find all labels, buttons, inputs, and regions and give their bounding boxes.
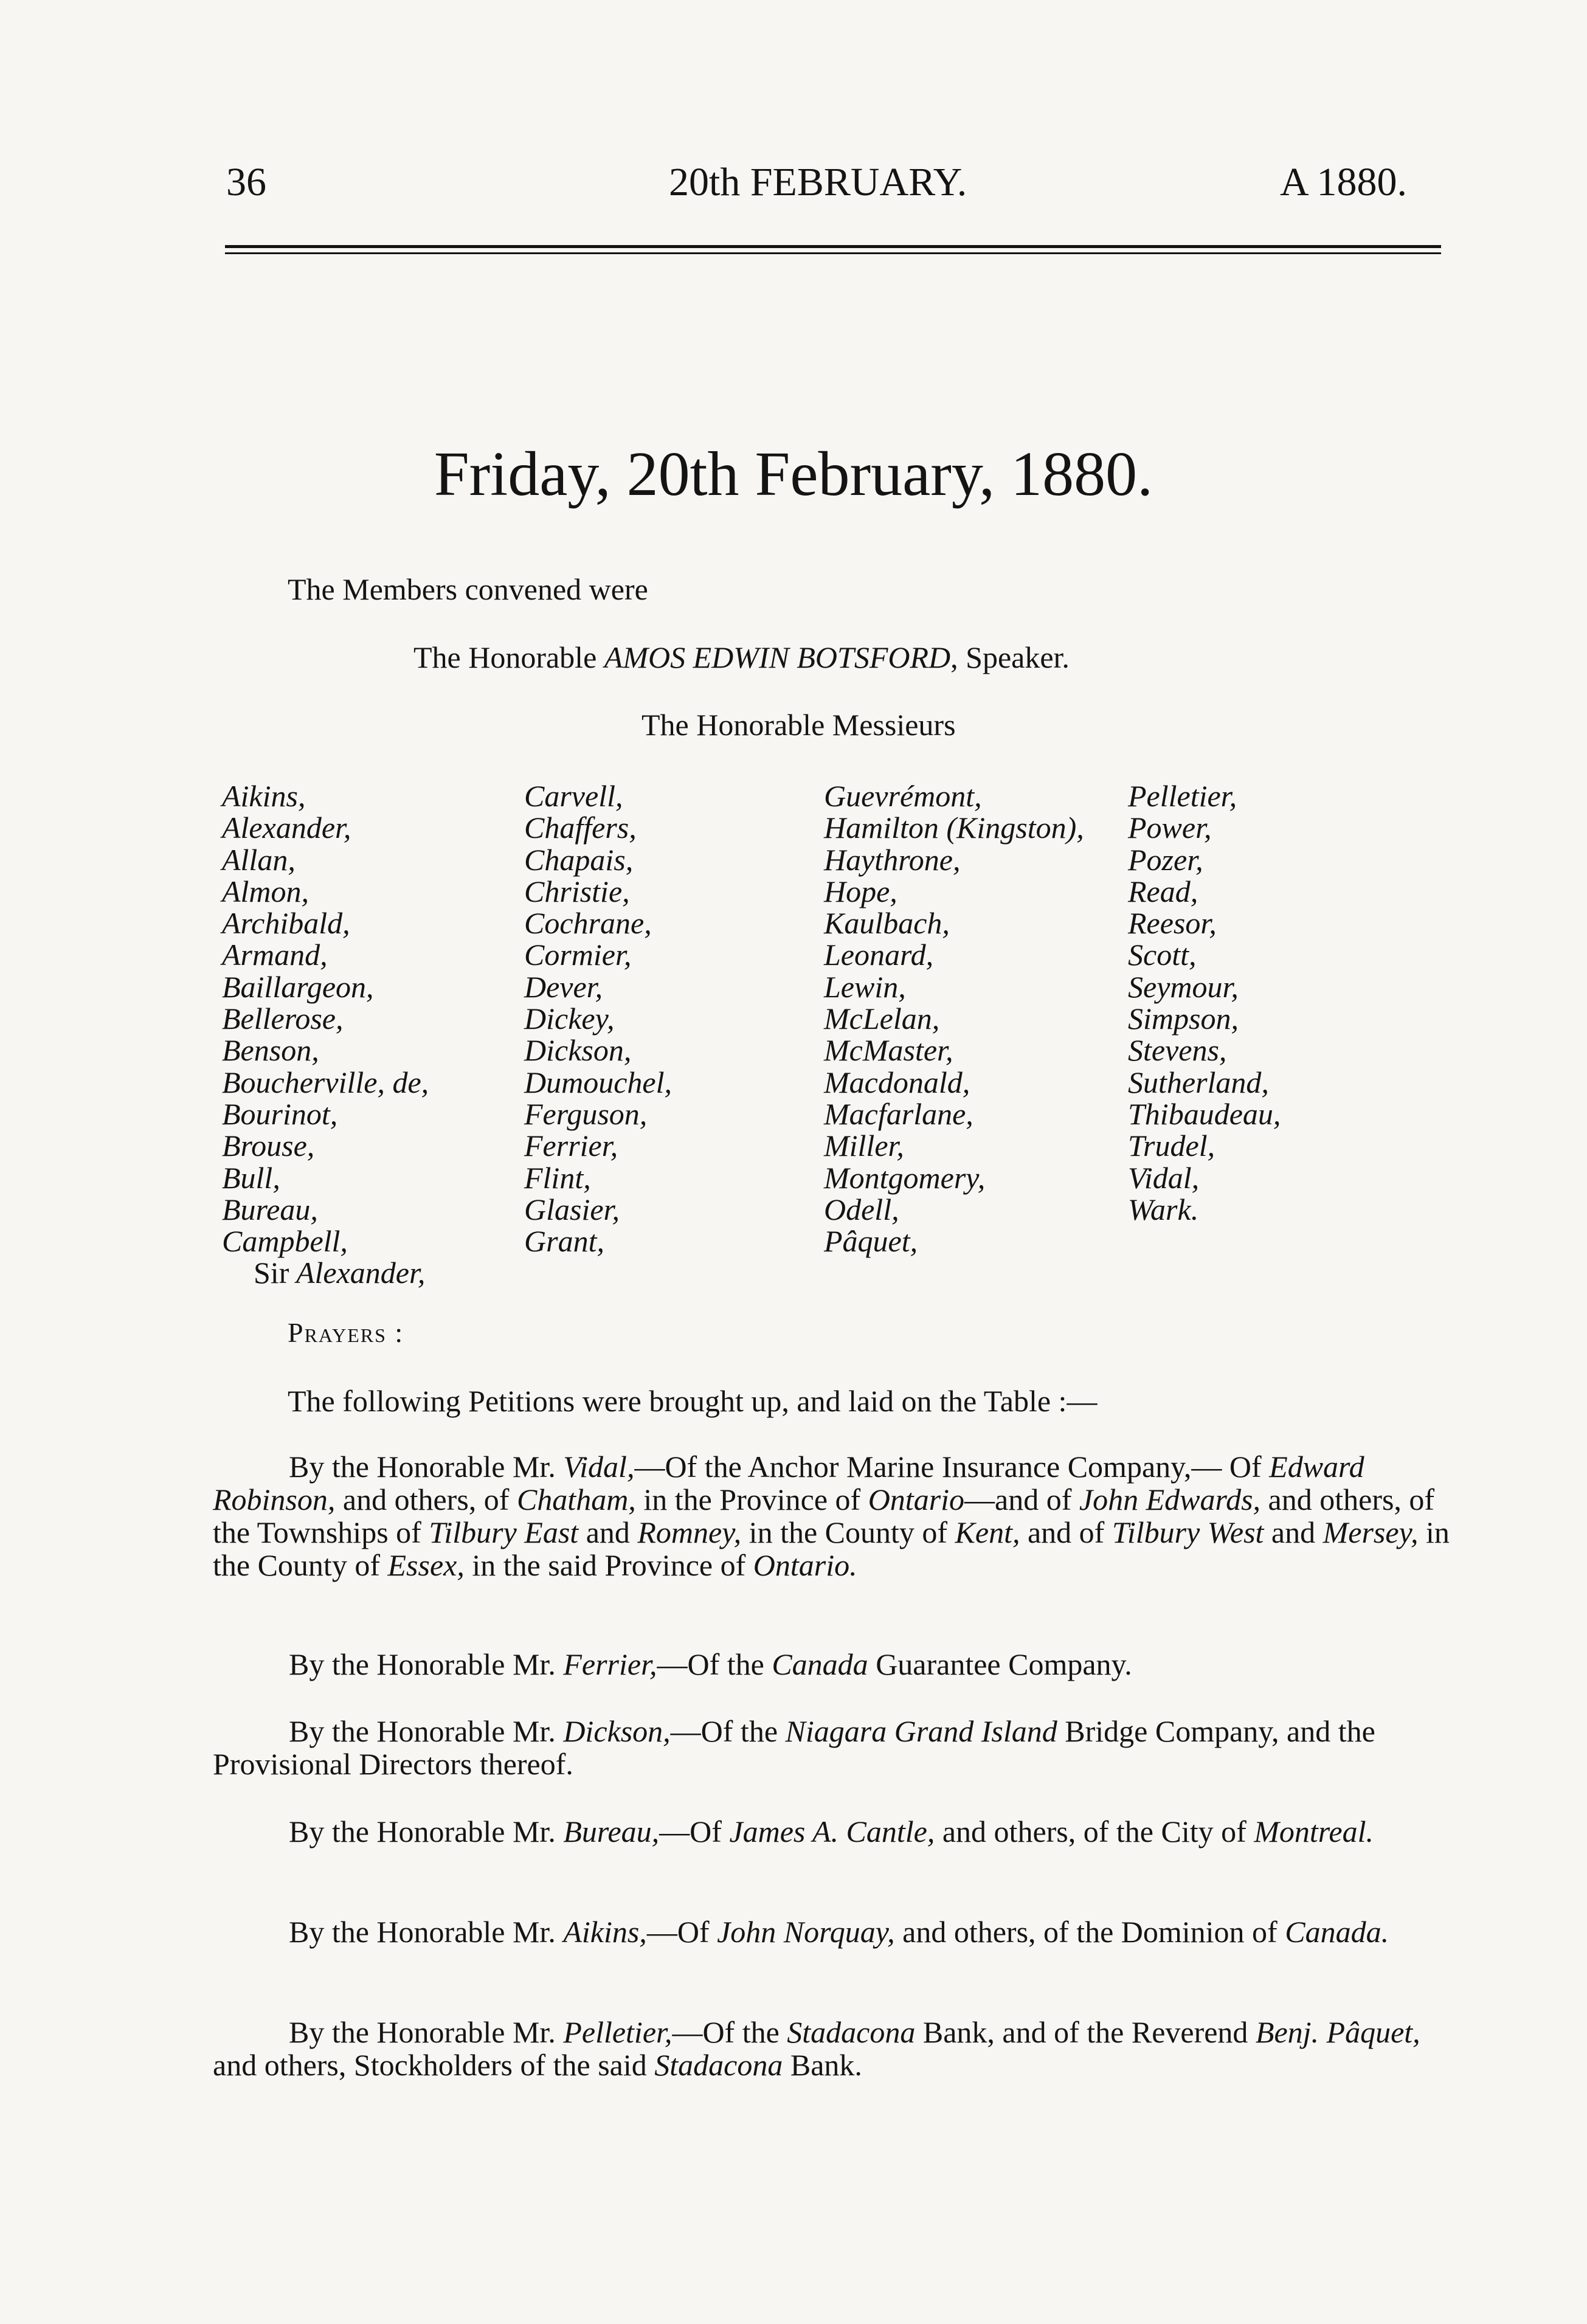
place-name: Ontario. [753, 1548, 857, 1582]
speaker-suffix: , Speaker. [950, 640, 1070, 674]
member-name: Dumouchel, [524, 1065, 672, 1099]
member-name: Thibaudeau, [1128, 1096, 1281, 1131]
senator-name: Dickson, [563, 1714, 671, 1748]
petition-bureau [213, 1815, 1453, 1848]
petition-text: and [1264, 1515, 1323, 1549]
member-name: Glasier, [524, 1192, 620, 1226]
petition-text: —Of the [657, 1647, 772, 1681]
petition-text: in the Province of [635, 1482, 868, 1516]
member-name: Benson, [222, 1033, 319, 1068]
speaker-prefix: The Honorable [413, 640, 597, 674]
member-name: Read, [1128, 874, 1198, 908]
place-name: Stadacona [787, 2015, 916, 2049]
member-title: Sir [254, 1256, 289, 1290]
member-name: Armand, [222, 938, 328, 972]
petitioner-name: John Norquay, [717, 1915, 895, 1949]
petition-text: and others, Stockholders of the said [213, 2048, 655, 2082]
senator-name: Bureau, [563, 1814, 660, 1848]
petition-text: By the Honorable Mr. [289, 1915, 564, 1949]
member-name: Brouse, [222, 1129, 315, 1163]
member-name: Ferrier, [524, 1129, 618, 1163]
member-name: Almon, [222, 874, 309, 908]
petition-text: in the County of [741, 1515, 955, 1549]
member-name: Chapais, [524, 842, 634, 877]
petition-vidal [213, 1450, 1453, 1582]
member-name: Lewin, [824, 969, 906, 1004]
member-name: Pozer, [1128, 842, 1203, 877]
petition-text: By the Honorable Mr. [289, 1647, 564, 1681]
messieurs-heading: The Honorable Messieurs [641, 708, 956, 742]
member-name: Macdonald, [824, 1065, 970, 1099]
petition-ferrier [213, 1648, 1453, 1681]
header-rule-bottom [225, 252, 1441, 254]
member-name: Macfarlane, [824, 1096, 973, 1131]
petition-text: Guarantee Company. [868, 1647, 1132, 1681]
petitioner-name: John Edwards, [1079, 1482, 1261, 1516]
petition-text: —Of [659, 1814, 730, 1848]
page-number: 36 [226, 160, 266, 204]
place-name: Ontario [868, 1482, 965, 1516]
member-name: Haythrone, [824, 842, 961, 877]
place-name: Romney, [637, 1515, 742, 1549]
member-name: Sutherland, [1128, 1065, 1269, 1099]
member-name: Trudel, [1128, 1129, 1215, 1163]
petition-text: and of [1020, 1515, 1112, 1549]
member-name: Ferguson, [524, 1096, 648, 1131]
speaker-name: AMOS EDWIN BOTSFORD [604, 640, 951, 674]
petitions-intro: The following Petitions were brought up, and laid on the Table :— [288, 1384, 1098, 1418]
place-name: Stadacona [654, 2048, 783, 2082]
member-name: Alexander, [222, 811, 351, 845]
member-name: Seymour, [1128, 969, 1239, 1004]
member-name: Cochrane, [524, 906, 652, 941]
member-name: Simpson, [1128, 1001, 1239, 1036]
place-name: Canada [772, 1647, 868, 1681]
petition-text: —Of the Anchor Marine Insurance Company,— Of [634, 1450, 1270, 1484]
prayers-heading: Prayers : [288, 1317, 404, 1348]
petition-pelletier [213, 2016, 1453, 2081]
member-name: Bureau, [222, 1192, 318, 1226]
petition-text: Bank, and of the Reverend [915, 2015, 1256, 2049]
member-name: Vidal, [1128, 1160, 1200, 1195]
petition-text: By the Honorable Mr. [289, 2015, 564, 2049]
member-name: Dickson, [524, 1033, 632, 1068]
petition-text: By the Honorable Mr. [289, 1714, 564, 1748]
petition-text: and others, of the City of [935, 1814, 1254, 1848]
members-column-4 [1128, 780, 1281, 1225]
member-name: Aikins, [222, 779, 306, 813]
member-name-sir-alexander [222, 1257, 429, 1288]
member-name: Cormier, [524, 938, 632, 972]
member-name: Chaffers, [524, 811, 637, 845]
member-name: Boucherville, de, [222, 1065, 429, 1099]
member-name: Montgomery, [824, 1160, 986, 1195]
petition-text: —Of the [672, 2015, 787, 2049]
member-name: Reesor, [1128, 906, 1217, 941]
member-name: Archibald, [222, 906, 350, 941]
member-name: Stevens, [1128, 1033, 1227, 1068]
petitioner-name: Benj. Pâquet, [1255, 2015, 1420, 2049]
place-name: Tilbury West [1112, 1515, 1264, 1549]
place-name: Chatham, [516, 1482, 636, 1516]
member-name: Dickey, [524, 1001, 615, 1036]
senator-name: Pelletier, [563, 2015, 672, 2049]
member-name: Bull, [222, 1160, 280, 1195]
petition-text: in the County of [213, 1515, 1450, 1582]
petition-text: Bank. [783, 2048, 862, 2082]
member-name: Miller, [824, 1129, 904, 1163]
member-name: McMaster, [824, 1033, 953, 1068]
senator-name: Aikins, [563, 1915, 647, 1949]
member-name: Christie, [524, 874, 630, 908]
members-intro: The Members convened were [288, 572, 648, 606]
members-column-1 [222, 780, 429, 1289]
member-name: McLelan, [824, 1001, 940, 1036]
member-name: Baillargeon, [222, 969, 374, 1004]
place-name: Canada. [1285, 1915, 1389, 1949]
member-name: Campbell, [222, 1224, 348, 1259]
speaker-line [413, 640, 1070, 675]
place-name: Tilbury East [429, 1515, 579, 1549]
member-name: Bourinot, [222, 1096, 338, 1131]
petition-text: —Of the [670, 1714, 786, 1748]
place-name: Niagara Grand Island [785, 1714, 1057, 1748]
member-name: Dever, [524, 969, 603, 1004]
header-year: A 1880. [1280, 160, 1408, 204]
senator-name: Vidal, [563, 1450, 635, 1484]
petition-aikins [213, 1915, 1453, 1948]
place-name: Kent, [955, 1515, 1020, 1549]
member-name: Carvell, [524, 779, 623, 813]
member-name: Alexander, [296, 1256, 426, 1290]
member-name: Bellerose, [222, 1001, 344, 1036]
petitioner-name: Edward Robinson, [213, 1450, 1364, 1516]
petitioner-name: James A. Cantle, [729, 1814, 935, 1848]
member-name: Wark. [1128, 1192, 1199, 1226]
petition-text: and others, of the Townships of [213, 1482, 1435, 1549]
place-name: Montreal. [1254, 1814, 1374, 1848]
member-name: Flint, [524, 1160, 591, 1195]
petition-text: in the said Province of [464, 1548, 753, 1582]
petition-text: and others, of the Dominion of [894, 1915, 1285, 1949]
member-name: Allan, [222, 842, 296, 877]
petition-text: Bridge Company, and the Provisional Directors thereof. [213, 1714, 1375, 1781]
petition-text: —and of [964, 1482, 1079, 1516]
senator-name: Ferrier, [563, 1647, 657, 1681]
place-name: Essex, [387, 1548, 465, 1582]
place-name: Mersey, [1322, 1515, 1419, 1549]
petition-text: and others, of [335, 1482, 517, 1516]
petition-dickson [213, 1715, 1453, 1780]
member-name: Guevrémont, [824, 779, 982, 813]
petition-text: By the Honorable Mr. [289, 1814, 564, 1848]
member-name: Grant, [524, 1224, 604, 1259]
member-name: Leonard, [824, 938, 934, 972]
page-title: Friday, 20th February, 1880. [434, 439, 1153, 509]
header-date: 20th FEBRUARY. [669, 160, 967, 204]
member-name: Kaulbach, [824, 906, 950, 941]
petition-text: and [578, 1515, 638, 1549]
members-column-3 [824, 780, 1084, 1257]
member-name: Power, [1128, 811, 1212, 845]
member-name: Odell, [824, 1192, 899, 1226]
members-column-2 [524, 780, 672, 1257]
petition-text: —Of [646, 1915, 717, 1949]
member-name: Pâquet, [824, 1224, 918, 1259]
member-name: Pelletier, [1128, 779, 1237, 813]
petition-text: By the Honorable Mr. [289, 1450, 564, 1484]
header-rule-top [225, 245, 1441, 248]
member-name: Hamilton (Kingston), [824, 811, 1084, 845]
member-name: Hope, [824, 874, 897, 908]
member-name: Scott, [1128, 938, 1197, 972]
